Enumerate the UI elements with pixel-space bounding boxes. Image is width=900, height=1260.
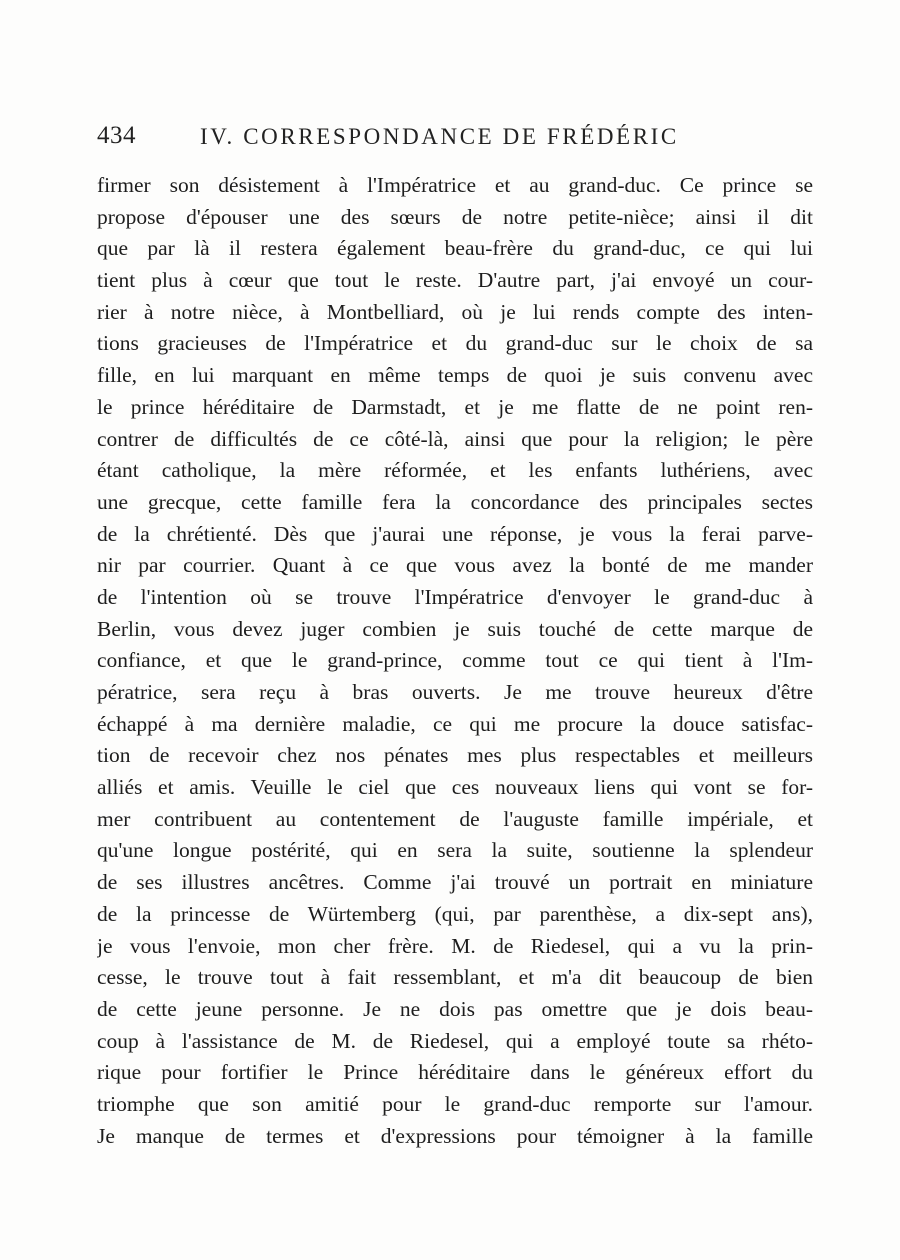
text-line: étant catholique, la mère réformée, et les enfants luthériens, avec xyxy=(97,458,813,483)
text-line: rique pour fortifier le Prince héréditaire dans le généreux effort du xyxy=(97,1060,813,1085)
text-line: de la chrétienté. Dès que j'aurai une réponse, je vous la ferai parve- xyxy=(97,521,813,546)
running-head: IV. CORRESPONDANCE DE FRÉDÉRIC xyxy=(200,124,679,149)
page-header xyxy=(97,122,813,158)
text-line: firmer son désistement à l'Impératrice et au grand-duc. Ce prince se xyxy=(97,173,813,197)
text-line: alliés et amis. Veuille le ciel que ces nouveaux liens qui vont se for- xyxy=(97,775,813,800)
text-line: qu'une longue postérité, qui en sera la suite, soutienne la splendeur xyxy=(97,838,813,863)
text-line: de ses illustres ancêtres. Comme j'ai trouvé un portrait en miniature xyxy=(97,870,813,895)
text-line: tions gracieuses de l'Impératrice et du grand-duc sur le choix de sa xyxy=(97,331,813,356)
text-line: contrer de difficultés de ce côté-là, ainsi que pour la religion; le père xyxy=(97,426,813,451)
body-text xyxy=(97,170,813,1152)
text-line: propose d'épouser une des sœurs de notre petite-nièce; ainsi il dit xyxy=(97,204,813,229)
text-line: le prince héréditaire de Darmstadt, et je me flatte de ne point ren- xyxy=(97,394,813,419)
text-line: Berlin, vous devez juger combien je suis touché de cette marque de xyxy=(97,616,813,641)
text-line: coup à l'assistance de M. de Riedesel, qui a employé toute sa rhéto- xyxy=(97,1028,813,1053)
text-line: de la princesse de Würtemberg (qui, par parenthèse, a dix-sept ans), xyxy=(97,901,813,926)
text-line: Je manque de termes et d'expressions pour témoigner à la famille xyxy=(97,1123,813,1148)
text-line: nir par courrier. Quant à ce que vous avez la bonté de me mander xyxy=(97,553,813,578)
text-line: rier à notre nièce, à Montbelliard, où je lui rends compte des inten- xyxy=(97,299,813,324)
text-line: mer contribuent au contentement de l'auguste famille impériale, et xyxy=(97,806,813,831)
text-line: de l'intention où se trouve l'Impératrice d'envoyer le grand-duc à xyxy=(97,584,813,609)
text-line: échappé à ma dernière maladie, ce qui me procure la douce satisfac- xyxy=(97,711,813,736)
text-line: fille, en lui marquant en même temps de quoi je suis convenu avec xyxy=(97,363,813,388)
text-line: de cette jeune personne. Je ne dois pas omettre que je dois beau- xyxy=(97,996,813,1021)
text-line: je vous l'envoie, mon cher frère. M. de Riedesel, qui a vu la prin- xyxy=(97,933,813,958)
text-line: une grecque, cette famille fera la concordance des principales sectes xyxy=(97,489,813,514)
text-line: confiance, et que le grand-prince, comme tout ce qui tient à l'Im- xyxy=(97,648,813,673)
text-line: que par là il restera également beau-frère du grand-duc, ce qui lui xyxy=(97,236,813,261)
text-line: tion de recevoir chez nos pénates mes plus respectables et meilleurs xyxy=(97,743,813,768)
page-number: 434 xyxy=(97,122,136,149)
text-line: pératrice, sera reçu à bras ouverts. Je me trouve heureux d'être xyxy=(97,680,813,704)
text-line: triomphe que son amitié pour le grand-duc remporte sur l'amour. xyxy=(97,1091,813,1116)
text-line: cesse, le trouve tout à fait ressemblant, et m'a dit beaucoup de bien xyxy=(97,965,813,990)
text-line: tient plus à cœur que tout le reste. D'autre part, j'ai envoyé un cour- xyxy=(97,268,813,293)
